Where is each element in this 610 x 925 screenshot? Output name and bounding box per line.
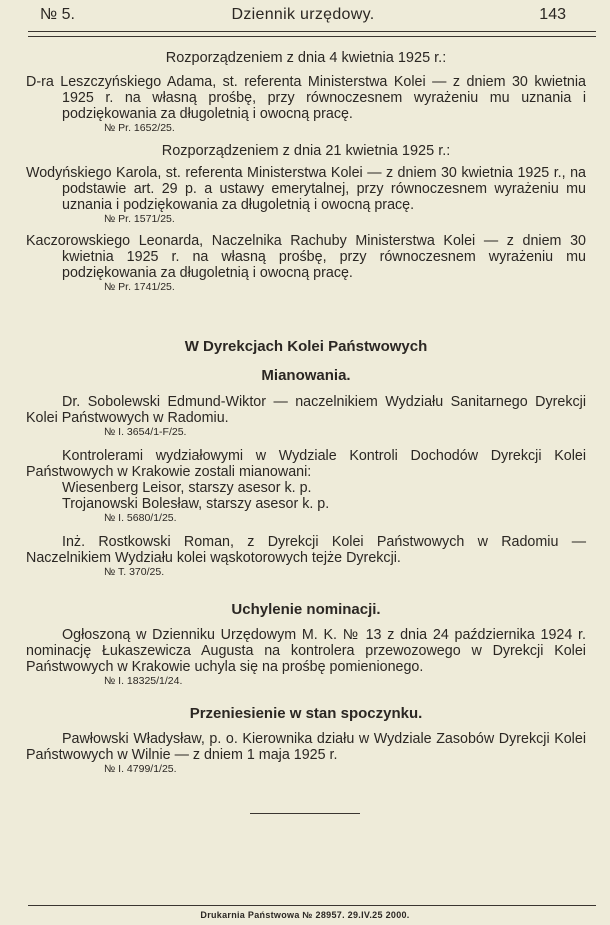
section-heading: Uchylenie nominacji. <box>231 601 381 618</box>
issue-number: № 5. <box>40 6 75 23</box>
decree-date-heading: Rozporządzeniem z dnia 21 kwietnia 1925 r.: <box>161 143 451 159</box>
header-rule-thin <box>28 36 596 37</box>
nomination-revocation-section <box>26 601 586 687</box>
section-heading: Przeniesienie w stan spoczynku. <box>189 705 423 722</box>
reference-number: № I. 4799/1/25. <box>104 763 177 775</box>
header-rule-thick <box>28 31 596 32</box>
subsection-heading: Mianowania. <box>261 367 351 384</box>
end-rule <box>250 813 360 814</box>
appointee-name: Trojanowski Bolesław, starszy asesor k. p. <box>62 496 330 512</box>
reference-number: № Pr. 1571/25. <box>104 213 175 225</box>
entry-kaczorowski: Kaczorowskiego Leonarda, Naczelnika Rachuby Ministerstwa Kolei — z dniem 30 kwietnia 1925 r. na własną prośbę, przy równoczesnem wyrażeniu mu podziękowania za długoletnią i owocną pracę. <box>26 233 586 281</box>
reference-number: № I. 3654/1-F/25. <box>104 426 187 438</box>
reference-number: № Pr. 1741/25. <box>104 281 175 293</box>
appointment-sobolewski: Dr. Sobolewski Edmund-Wiktor — naczelnikiem Wydziału Sanitarnego Dyrekcji Kolei Państwowych w Radomiu. <box>26 394 586 426</box>
reference-number: № T. 370/25. <box>104 566 165 578</box>
reference-number: № I. 18325/1/24. <box>104 675 183 687</box>
state-railways-section <box>26 338 586 578</box>
retirement-decrees-section <box>26 50 586 293</box>
appointment-controllers: Kontrolerami wydziałowymi w Wydziale Kontroli Dochodów Dyrekcji Kolei Państwowych w Krakowie zostali mianowani: <box>26 448 586 480</box>
revocation-text: Ogłoszoną w Dzienniku Urzędowym M. K. № 13 z dnia 24 października 1924 r. nominację Łukaszewicza Augusta na kontrolera przewozowego w Dyrekcji Kolei Państwowych w Krakowie uchyla się na prośbę pomienionego. <box>26 627 586 675</box>
retirement-text: Pawłowski Władysław, p. o. Kierownika działu w Wydziale Zasobów Dyrekcji Kolei Państwowych w Wilnie — z dniem 1 maja 1925 r. <box>26 731 586 763</box>
appointee-name: Wiesenberg Leisor, starszy asesor k. p. <box>62 480 312 496</box>
appointment-rostkowski: Inż. Rostkowski Roman, z Dyrekcji Kolei Państwowych w Radomiu — Naczelnikiem Wydziału kolei wąskotorowych tejże Dyrekcji. <box>26 534 586 566</box>
entry-leszczynski: D-ra Leszczyńskiego Adama, st. referenta Ministerstwa Kolei — z dniem 30 kwietnia 1925 r. na własną prośbę, przy równoczesnem wyrażeniu mu uznania i podziękowania za długoletnią i owocną pracę. <box>26 74 586 122</box>
decree-date-heading: Rozporządzeniem z dnia 4 kwietnia 1925 r.: <box>165 50 447 66</box>
retirement-transfer-section <box>26 705 586 775</box>
reference-number: № Pr. 1652/25. <box>104 122 175 134</box>
entry-wodynski: Wodyńskiego Karola, st. referenta Ministerstwa Kolei — z dniem 30 kwietnia 1925 r., na podstawie art. 29 p. a ustawy emerytalnej, przy równoczesnem wyrażeniu mu uznania i podziękowania za długoletnią i owocną pracę. <box>26 165 586 213</box>
journal-title: Dziennik urzędowy. <box>231 6 375 23</box>
footer-rule <box>28 905 596 906</box>
reference-number: № I. 5680/1/25. <box>104 512 177 524</box>
page-number: 143 <box>539 6 566 23</box>
printer-imprint: Drukarnia Państwowa № 28957. 29.IV.25 2000. <box>200 910 410 920</box>
section-heading: W Dyrekcjach Kolei Państwowych <box>184 338 428 355</box>
page-header <box>40 6 566 26</box>
